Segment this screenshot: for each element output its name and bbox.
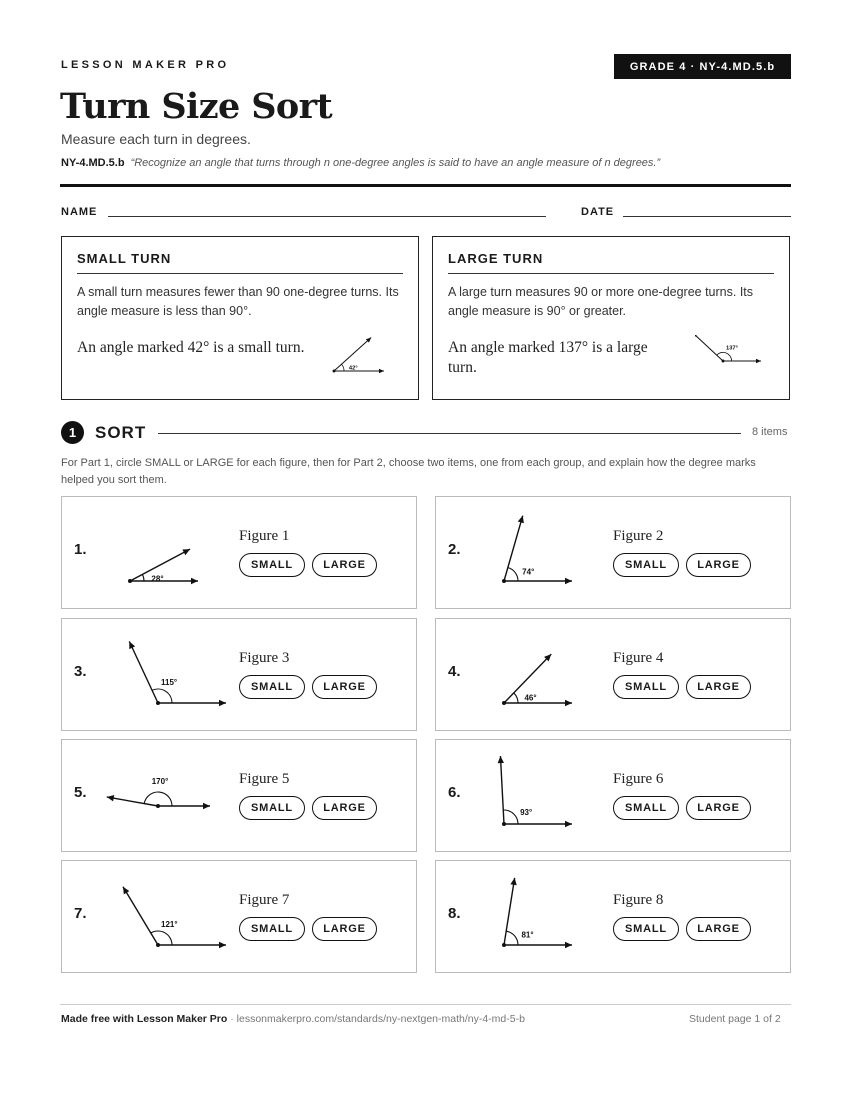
grade-badge: GRADE 4 · NY-4.MD.5.b: [614, 54, 791, 79]
angle-arc: [341, 364, 344, 371]
figure-card: [61, 739, 417, 852]
figure-title: Figure 6: [613, 771, 664, 787]
large-turn-box: [432, 236, 790, 400]
angle-arc: [514, 693, 518, 703]
small-option-button[interactable]: SMALL: [613, 675, 679, 699]
figure-title: Figure 5: [239, 771, 290, 787]
turned-ray: [123, 887, 158, 945]
vertex-dot: [156, 701, 160, 705]
item-number: 4.: [448, 663, 461, 680]
large-option-button[interactable]: LARGE: [686, 796, 751, 820]
figure-title: Figure 4: [613, 650, 664, 666]
small-turn-example: An angle marked 42° is a small turn.: [77, 339, 305, 356]
angle-figure: [436, 861, 611, 972]
name-label: NAME: [61, 206, 98, 218]
footer-page-number: Student page 1 of 2: [689, 1013, 781, 1025]
turned-ray-head: [107, 795, 114, 801]
figure-title: Figure 7: [239, 892, 290, 908]
standard-code: NY-4.MD.5.b: [61, 157, 125, 169]
base-ray-head: [565, 700, 572, 706]
vertex-dot: [502, 579, 506, 583]
vertex-dot: [156, 804, 160, 808]
angle-label: 170°: [151, 777, 169, 786]
figure-card: [61, 860, 417, 973]
small-option-button[interactable]: SMALL: [239, 553, 305, 577]
angle-arc: [503, 810, 518, 824]
base-ray-head: [756, 359, 761, 364]
turned-ray: [107, 797, 158, 806]
vertex-dot: [502, 701, 506, 705]
figure-card: [435, 496, 791, 609]
item-number: 5.: [74, 784, 87, 801]
small-option-button[interactable]: SMALL: [613, 553, 679, 577]
figure-card: [435, 739, 791, 852]
item-number: 3.: [74, 663, 87, 680]
angle-figure: [436, 497, 611, 608]
angle-figure: [62, 861, 237, 972]
small-turn-description: A small turn measures fewer than 90 one-degree turns. Its angle measure is less than 90°.: [77, 285, 399, 318]
base-ray-head: [565, 821, 572, 827]
angle-label: 137°: [726, 345, 738, 352]
item-number: 1.: [74, 541, 87, 558]
turned-ray: [129, 641, 158, 703]
base-ray-head: [219, 942, 226, 948]
figure-title: Figure 1: [239, 528, 290, 544]
angle-arc: [506, 931, 518, 945]
footer-credit: [61, 1013, 525, 1025]
footer-url[interactable]: · lessonmakerpro.com/standards/ny-nextgen-math/ny-4-md-5-b: [227, 1013, 525, 1025]
large-turn-heading: LARGE TURN: [448, 251, 544, 266]
angle-label: 74°: [522, 567, 535, 577]
angle-figure: [62, 740, 237, 851]
section-item-count: 8 items: [752, 426, 788, 438]
turned-ray: [695, 335, 723, 361]
section-divider: [158, 433, 741, 434]
section-instructions: For Part 1, circle SMALL or LARGE for each figure, then for Part 2, choose two items, one from each group, and explain how the degree marks helped you sort them.: [61, 457, 756, 486]
turned-ray-head: [498, 756, 504, 763]
standard-line: [61, 157, 660, 169]
figure-card: [61, 618, 417, 731]
large-option-button[interactable]: LARGE: [686, 553, 751, 577]
large-turn-divider: [448, 273, 774, 274]
small-turn-box: [61, 236, 419, 400]
header-divider: [60, 184, 791, 187]
figure-title: Figure 3: [239, 650, 290, 666]
date-label: DATE: [581, 206, 615, 218]
figure-card: [435, 618, 791, 731]
base-ray-head: [191, 578, 198, 584]
page-subtitle: Measure each turn in degrees.: [61, 131, 251, 147]
item-number: 6.: [448, 784, 461, 801]
large-option-button[interactable]: LARGE: [312, 675, 377, 699]
small-turn-divider: [77, 273, 403, 274]
turned-ray-head: [510, 878, 516, 885]
date-field[interactable]: [623, 216, 791, 217]
figure-card: [435, 860, 791, 973]
footer-made-with: Made free with Lesson Maker Pro: [61, 1013, 228, 1025]
small-option-button[interactable]: SMALL: [613, 796, 679, 820]
angle-figure: [62, 619, 237, 730]
vertex-dot: [156, 943, 160, 947]
item-number: 7.: [74, 905, 87, 922]
large-option-button[interactable]: LARGE: [312, 917, 377, 941]
large-option-button[interactable]: LARGE: [686, 675, 751, 699]
angle-label: 46°: [524, 693, 537, 703]
base-ray-head: [379, 369, 384, 374]
large-turn-example: An angle marked 137° is a large turn.: [448, 339, 648, 376]
small-turn-heading: SMALL TURN: [77, 251, 172, 266]
small-turn-example-angle: [328, 335, 392, 379]
vertex-dot: [502, 822, 506, 826]
item-number: 2.: [448, 541, 461, 558]
angle-label: 115°: [161, 678, 178, 687]
vertex-dot: [128, 579, 132, 583]
name-field[interactable]: [108, 216, 546, 217]
angle-figure: [436, 740, 611, 851]
large-option-button[interactable]: LARGE: [312, 796, 377, 820]
item-number: 8.: [448, 905, 461, 922]
vertex-dot: [502, 943, 506, 947]
base-ray-head: [565, 578, 572, 584]
angle-arc: [508, 568, 518, 581]
angle-label: 121°: [161, 920, 178, 929]
angle-label: 93°: [520, 808, 533, 818]
large-turn-example-angle: [695, 335, 769, 369]
page-title: Turn Size Sort: [60, 86, 333, 127]
section-title: SORT: [95, 423, 147, 442]
small-option-button[interactable]: SMALL: [239, 675, 305, 699]
standard-quote: “Recognize an angle that turns through n one-degree angles is said to have an angle measure of n degrees.”: [130, 157, 661, 169]
turned-ray: [500, 756, 504, 824]
angle-label: 81°: [521, 930, 534, 940]
angle-figure: [436, 619, 611, 730]
small-option-button[interactable]: SMALL: [613, 917, 679, 941]
base-ray-head: [565, 942, 572, 948]
brand-name: LESSON MAKER PRO: [61, 59, 230, 71]
small-option-button[interactable]: SMALL: [239, 796, 305, 820]
base-ray-head: [203, 803, 210, 809]
angle-arc: [142, 574, 144, 581]
base-ray-head: [219, 700, 226, 706]
figure-title: Figure 2: [613, 528, 664, 544]
angle-label: 28°: [151, 574, 164, 584]
figure-title: Figure 8: [613, 892, 664, 908]
angle-label: 42°: [348, 365, 358, 372]
vertex-dot: [722, 360, 725, 363]
vertex-dot: [333, 370, 336, 373]
figure-card: [61, 496, 417, 609]
small-option-button[interactable]: SMALL: [239, 917, 305, 941]
angle-figure: [62, 497, 237, 608]
section-number: 1: [61, 421, 84, 444]
large-turn-description: A large turn measures 90 or more one-degree turns. Its angle measure is 90° or greater.: [448, 285, 754, 318]
large-option-button[interactable]: LARGE: [686, 917, 751, 941]
footer-divider: [60, 1004, 791, 1005]
large-option-button[interactable]: LARGE: [312, 553, 377, 577]
